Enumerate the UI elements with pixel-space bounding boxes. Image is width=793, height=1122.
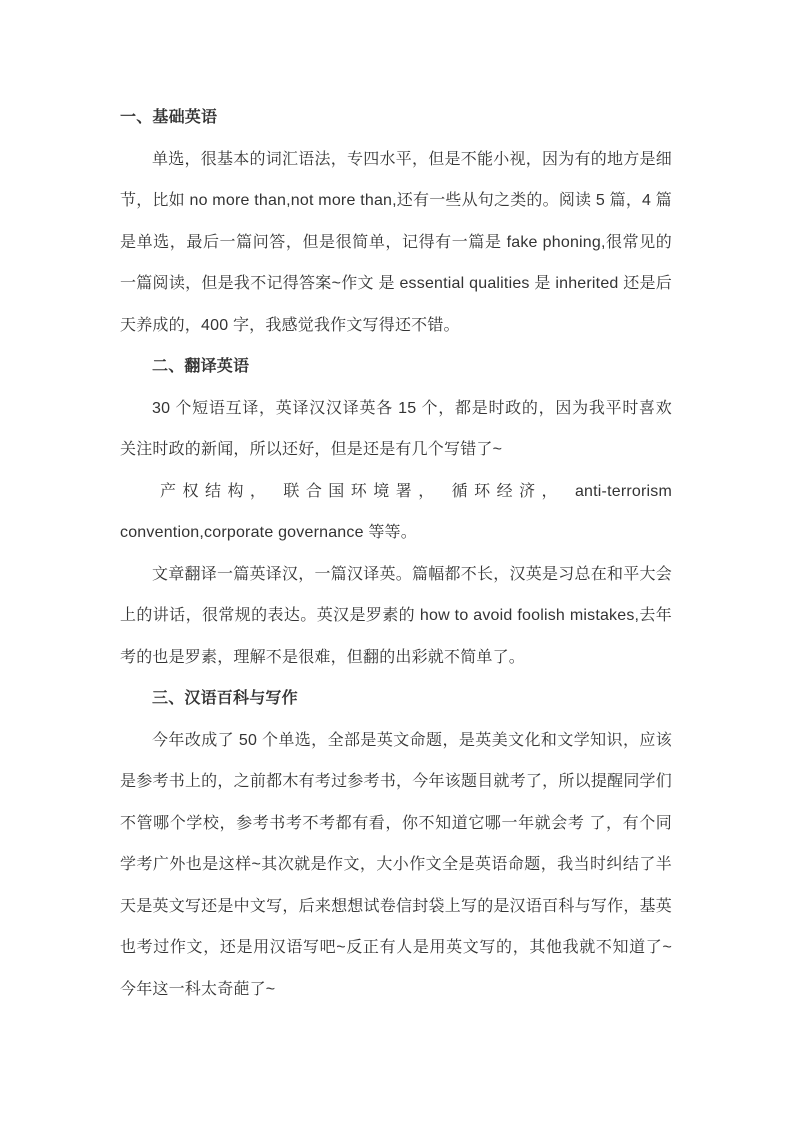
paragraph-encyclopedia-writing: 今年改成了 50 个单选，全部是英文命题，是英美文化和文学知识，应该是参考书上的，之前都木有考过参考书，今年该题目就考了，所以提醒同学们不管哪个学校，参考书考不考都有看，你不知道它哪一年就会考 了，有个同学考广外也是这样~其次就是作文，大小作文全是英语命题，我当时纠结了半天是英文写还是中文写，后来想想试卷信封袋上写的是汉语百科与写作，基英也考过作文，还是用汉语写吧~反正有人是用英文写的，其他我就不知道了~今年这一科太奇葩了~ [120, 731, 672, 998]
paragraph-phrase-examples: 产权结构， 联合国环境署， 循环经济， anti-terrorism convention,corporate governance 等等。 [120, 482, 672, 541]
document-body [120, 97, 672, 1010]
section-heading-chinese-encyclopedia-writing: 三、汉语百科与写作 [152, 690, 298, 707]
section-heading-translation-english: 二、翻译英语 [152, 358, 250, 375]
section-heading-basic-english: 一、基础英语 [120, 109, 218, 126]
paragraph-basic-english: 单选，很基本的词汇语法，专四水平，但是不能小视，因为有的地方是细节，比如 no more than,not more than,还有一些从句之类的。阅读 5 篇，4 篇是单选，最后一篇问答，但是很简单，记得有一篇是 fake phoning,很常见的一篇阅读，但是我不记得答案~作文 是 essential qualities 是 inherited 还是后天养成的，400 字，我感觉我作文写得还不错。 [120, 150, 672, 334]
paragraph-passage-translation: 文章翻译一篇英译汉，一篇汉译英。篇幅都不长，汉英是习总在和平大会上的讲话，很常规的表达。英汉是罗素的 how to avoid foolish mistakes,去年考的也是罗素，理解不是很难，但翻的出彩就不简单了。 [120, 565, 672, 666]
paragraph-phrase-translation: 30 个短语互译，英译汉汉译英各 15 个，都是时政的，因为我平时喜欢关注时政的新闻，所以还好，但是还是有几个写错了~ [120, 399, 672, 458]
